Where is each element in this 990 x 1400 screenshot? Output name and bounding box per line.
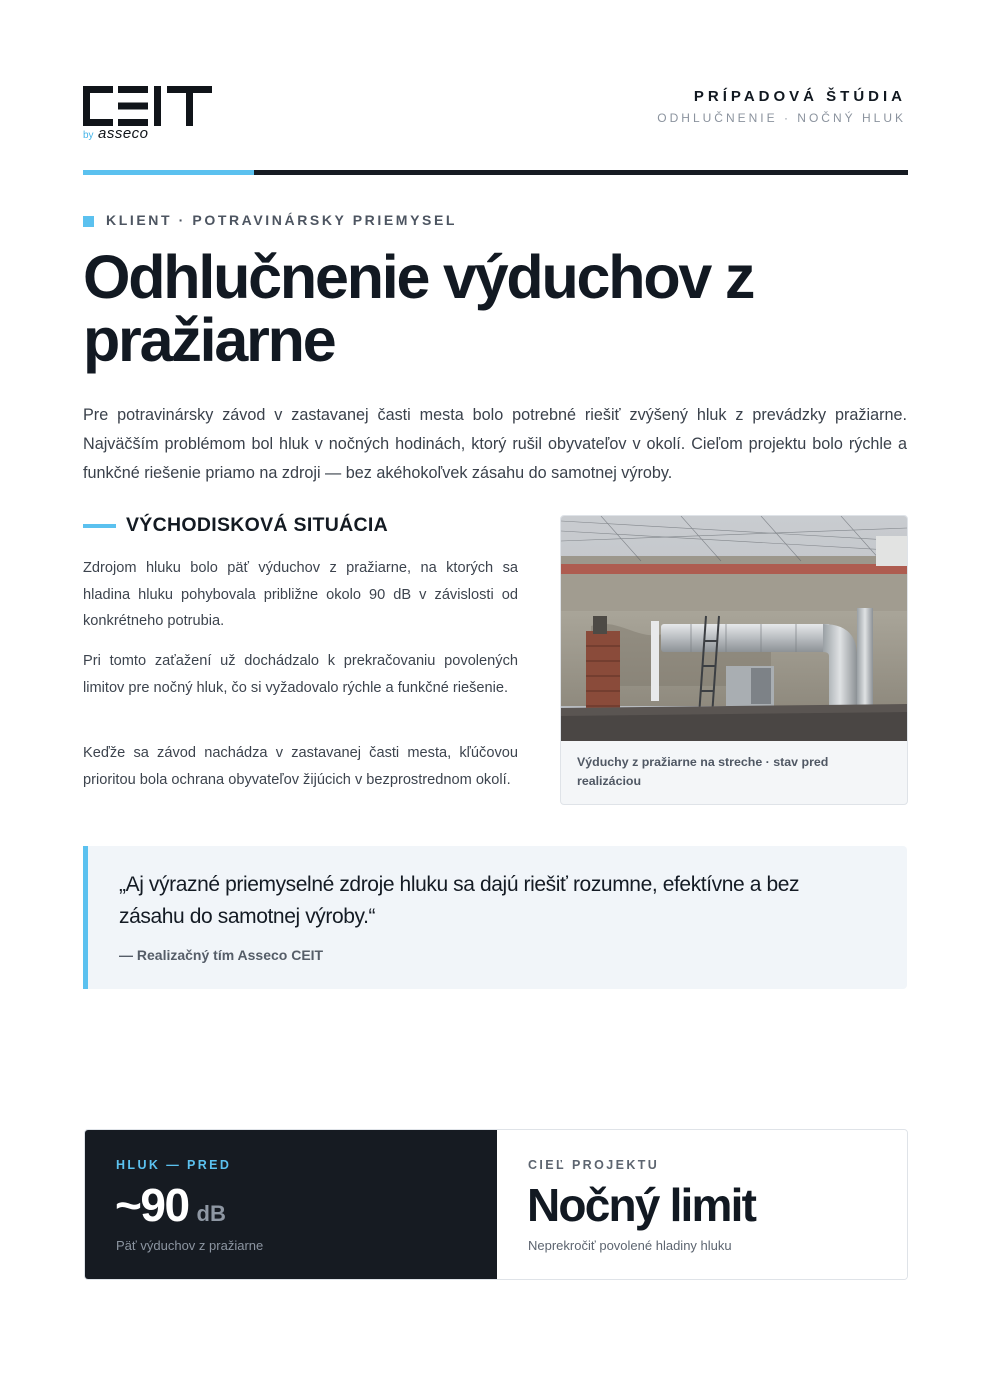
section-paragraph: Pri tomto zaťažení už dochádzalo k prekračovaniu povolených limitov pre nočný hluk, čo si vyžadovalo rýchle a funkčné riešenie.: [83, 653, 518, 696]
document-type: PRÍPADOVÁ ŠTÚDIA: [693, 88, 906, 105]
quote-author: — Realizačný tím Asseco CEIT: [119, 947, 324, 963]
metric-project-goal: [497, 1130, 907, 1279]
rooftop-vents-photo: [561, 516, 907, 741]
section-paragraph: Keďže sa závod nachádza v zastavanej časti mesta, kľúčovou prioritou bola ochrana obyvateľov žijúcich v bezprostrednom okolí.: [83, 745, 518, 788]
metric-unit: dB: [196, 1201, 226, 1226]
section-accent-bar: [83, 524, 116, 528]
metrics-panel: [84, 1129, 908, 1280]
logo-parent-text: asseco: [98, 125, 149, 142]
client-tag: KLIENT · POTRAVINÁRSKY PRIEMYSEL: [106, 212, 458, 228]
section-paragraph: Zdrojom hluku bolo päť výduchov z pražiarne, na ktorých sa hladina hluku pohybovala približne okolo 90 dB v závislosti od konkrétneho potrubia.: [83, 560, 518, 629]
document-subtitle: ODHLUČNENIE · NOČNÝ HLUK: [657, 111, 906, 125]
client-square-icon: [83, 216, 94, 227]
metric-label: CIEĽ PROJEKTU: [528, 1158, 660, 1172]
intro-paragraph: Pre potravinársky závod v zastavanej časti mesta bolo potrebné riešiť zvýšený hluk z prevádzky pražiarne. Najväčším problémom bol hluk v nočných hodinách, ktorý rušil obyvateľov v okolí. Cieľom projektu bolo rýchle a funkčné riešenie priamo na zdroji — bez akéhokoľvek zásahu do samotnej výroby.: [83, 406, 907, 482]
photo-figure: [560, 515, 908, 805]
header-rule: [254, 170, 908, 175]
page-title: Odhlučnenie výduchov z pražiarne: [83, 243, 754, 374]
quote-accent-bar: [83, 846, 88, 989]
metric-noise-before: [85, 1130, 497, 1279]
header-rule-accent: [83, 170, 254, 175]
metric-number: ~90: [115, 1179, 189, 1231]
quote-text: „Aj výrazné priemyselné zdroje hluku sa dajú riešiť rozumne, efektívne a bez zásahu do samotnej výroby.“: [119, 873, 800, 928]
ceit-wordmark-icon: [83, 86, 213, 126]
photo-caption: Výduchy z pražiarne na streche · stav pred realizáciou: [577, 755, 829, 788]
metric-label: HLUK — PRED: [116, 1158, 232, 1172]
section-title: VÝCHODISKOVÁ SITUÁCIA: [126, 514, 388, 536]
metric-value: Nočný limit: [527, 1179, 756, 1231]
metric-description: Neprekročiť povolené hladiny hluku: [528, 1238, 732, 1253]
ceit-logo: [83, 86, 215, 146]
metric-description: Päť výduchov z pražiarne: [116, 1238, 264, 1253]
metric-value: [115, 1178, 226, 1232]
logo-by-text: by: [83, 130, 94, 141]
